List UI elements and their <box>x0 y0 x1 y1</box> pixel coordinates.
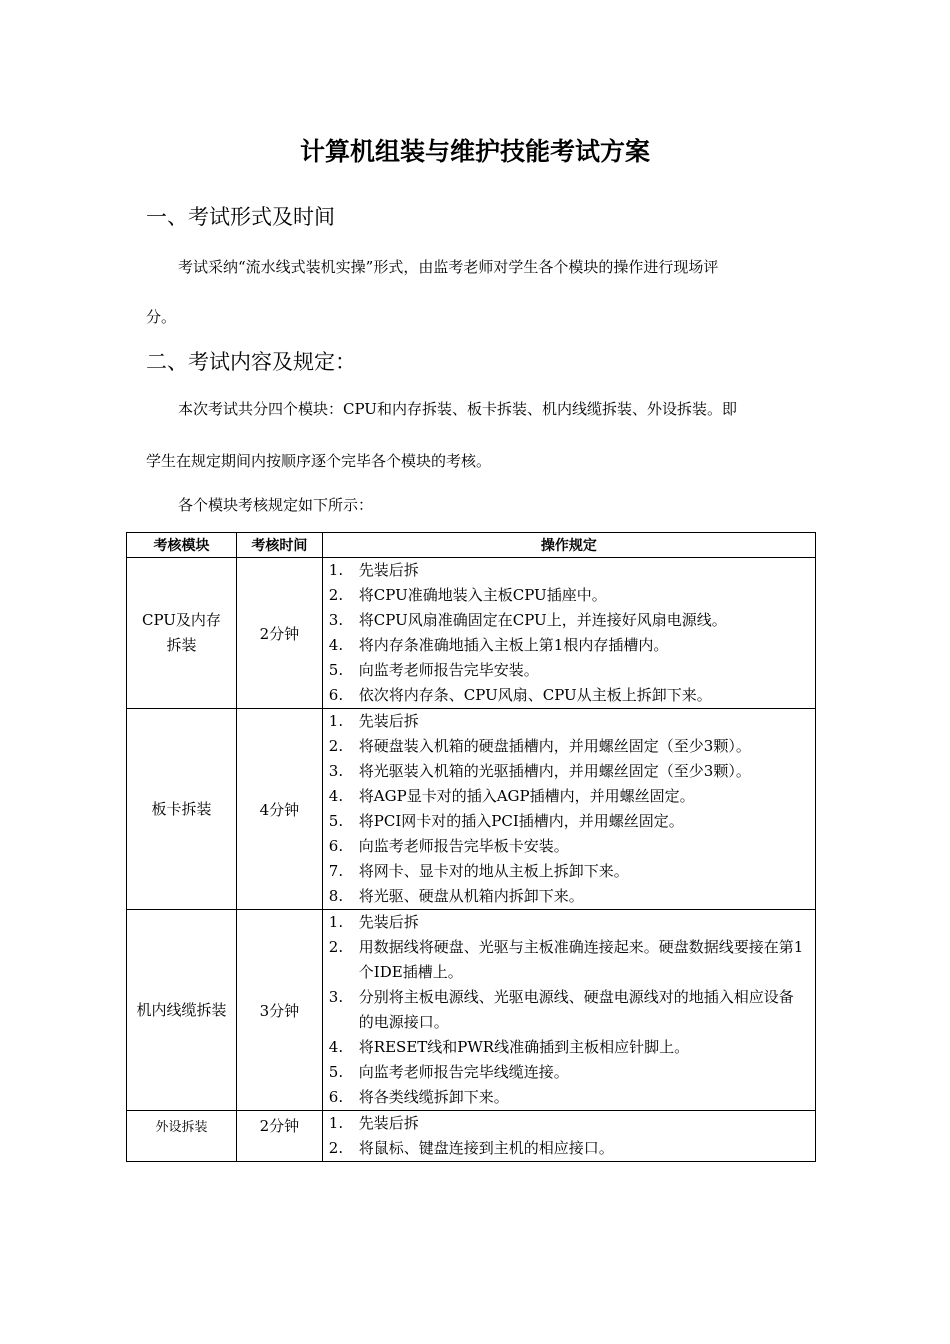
module-cell: 外设拆装 <box>127 1111 237 1162</box>
rule-text: 将内存条准确地插入主板上第1根内存插槽内。 <box>358 636 669 654</box>
rule-text: 将光驱装入机箱的光驱插槽内，并用螺丝固定（至少3颗）。 <box>358 762 751 780</box>
rule-number: 5. <box>328 661 344 679</box>
rule-item <box>329 1060 807 1085</box>
rule-number: 7. <box>328 862 344 880</box>
rules-list <box>323 910 815 1110</box>
rules-cell <box>322 558 815 709</box>
rule-text: 将PCI网卡对的插入PCI插槽内，并用螺丝固定。 <box>358 812 684 830</box>
rules-list <box>323 709 815 909</box>
rule-item <box>329 935 807 985</box>
rule-number: 5. <box>328 812 344 830</box>
rule-item <box>329 834 807 859</box>
rule-number: 2. <box>328 737 344 755</box>
rule-text: 将CPU准确地装入主板CPU插座中。 <box>358 586 607 604</box>
section-2-paragraph-1-cont: 学生在规定期间内按顺序逐个完毕各个模块的考核。 <box>146 452 492 470</box>
document-title: 计算机组装与维护技能考试方案 <box>299 137 650 166</box>
rule-number: 6. <box>328 837 344 855</box>
rule-text: 依次将内存条、CPU风扇、CPU从主板上拆卸下来。 <box>358 686 712 704</box>
rule-text: 将CPU风扇准确固定在CPU上，并连接好风扇电源线。 <box>358 611 727 629</box>
section-2-heading: 二、考试内容及规定： <box>146 350 356 374</box>
rule-text: 先装后拆 <box>358 561 419 579</box>
module-cell: 板卡拆装 <box>127 709 237 910</box>
rule-number: 8. <box>328 887 344 905</box>
rule-number: 2. <box>328 586 344 604</box>
rule-number: 1. <box>328 712 344 730</box>
time-cell: 2分钟 <box>236 1111 322 1162</box>
rule-text: 将光驱、硬盘从机箱内拆卸下来。 <box>358 887 584 905</box>
rule-item <box>329 784 807 809</box>
header-module: 考核模块 <box>127 533 237 558</box>
exam-rules-table <box>126 532 816 1162</box>
rule-number: 1. <box>328 913 344 931</box>
rule-text: 用数据线将硬盘、光驱与主板准确连接起来。硬盘数据线要接在第1个IDE插槽上。 <box>358 938 804 981</box>
table-row <box>127 910 816 1111</box>
header-rules: 操作规定 <box>322 533 815 558</box>
module-name: 机内线缆拆装 <box>136 1000 227 1019</box>
rule-item <box>329 859 807 884</box>
rule-text: 先装后拆 <box>358 1114 419 1132</box>
rule-number: 5. <box>328 1063 344 1081</box>
rule-text: 将硬盘装入机箱的硬盘插槽内，并用螺丝固定（至少3颗）。 <box>358 737 751 755</box>
rules-list <box>323 1111 815 1161</box>
rule-item <box>329 1035 807 1060</box>
rule-item <box>329 734 807 759</box>
rule-item <box>329 884 807 909</box>
section-1-heading: 一、考试形式及时间 <box>146 205 335 229</box>
rule-item <box>329 809 807 834</box>
rule-item <box>329 1085 807 1110</box>
rule-item <box>329 583 807 608</box>
rule-number: 4. <box>328 636 344 654</box>
table-row <box>127 558 816 709</box>
rule-text: 先装后拆 <box>358 913 419 931</box>
rule-text: 将RESET线和PWR线准确插到主板相应针脚上。 <box>358 1038 690 1056</box>
rule-item <box>329 985 807 1035</box>
rule-text: 先装后拆 <box>358 712 419 730</box>
rule-number: 1. <box>328 561 344 579</box>
rule-item <box>329 658 807 683</box>
section-2-paragraph-2: 各个模块考核规定如下所示： <box>178 496 374 514</box>
rule-text: 分别将主板电源线、光驱电源线、硬盘电源线对的地插入相应设备的电源接口。 <box>358 988 794 1031</box>
module-cell <box>127 910 237 1111</box>
rule-number: 1. <box>328 1114 344 1132</box>
section-1-paragraph: 考试采纳“流水线式装机实操”形式，由监考老师对学生各个模块的操作进行现场评 <box>178 258 719 276</box>
rule-item <box>329 1111 807 1136</box>
rule-number: 3. <box>328 611 344 629</box>
rule-item <box>329 633 807 658</box>
rule-number: 3. <box>328 988 344 1006</box>
time-cell: 4分钟 <box>236 709 322 910</box>
rule-text: 将鼠标、键盘连接到主机的相应接口。 <box>358 1139 614 1157</box>
rule-number: 2. <box>328 1139 344 1157</box>
table-header-row <box>127 533 816 558</box>
time-cell: 2分钟 <box>236 558 322 709</box>
table-row <box>127 1111 816 1162</box>
rule-item <box>329 558 807 583</box>
rule-item <box>329 608 807 633</box>
rules-cell <box>322 910 815 1111</box>
rule-text: 将AGP显卡对的插入AGP插槽内，并用螺丝固定。 <box>358 787 695 805</box>
rule-text: 将网卡、显卡对的地从主板上拆卸下来。 <box>358 862 629 880</box>
module-name: CPU及内存拆装 <box>141 611 221 654</box>
rule-item <box>329 1136 807 1161</box>
rules-list <box>323 558 815 708</box>
rule-item <box>329 759 807 784</box>
rule-text: 将各类线缆拆卸下来。 <box>358 1088 509 1106</box>
time-cell: 3分钟 <box>236 910 322 1111</box>
rule-number: 4. <box>328 1038 344 1056</box>
rule-item <box>329 709 807 734</box>
rule-number: 4. <box>328 787 344 805</box>
rule-item <box>329 683 807 708</box>
rules-cell <box>322 1111 815 1162</box>
rule-text: 向监考老师报告完毕板卡安装。 <box>358 837 569 855</box>
table-row <box>127 709 816 910</box>
rule-number: 6. <box>328 1088 344 1106</box>
header-time: 考核时间 <box>236 533 322 558</box>
rule-text: 向监考老师报告完毕安装。 <box>358 661 539 679</box>
rule-item <box>329 910 807 935</box>
module-cell <box>127 558 237 709</box>
section-2-paragraph-1: 本次考试共分四个模块：CPU和内存拆装、板卡拆装、机内线缆拆装、外设拆装。即 <box>178 400 737 418</box>
rule-number: 2. <box>328 938 344 956</box>
rule-number: 6. <box>328 686 344 704</box>
section-1-paragraph-cont: 分。 <box>146 308 177 326</box>
rule-text: 向监考老师报告完毕线缆连接。 <box>358 1063 569 1081</box>
rules-cell <box>322 709 815 910</box>
rule-number: 3. <box>328 762 344 780</box>
